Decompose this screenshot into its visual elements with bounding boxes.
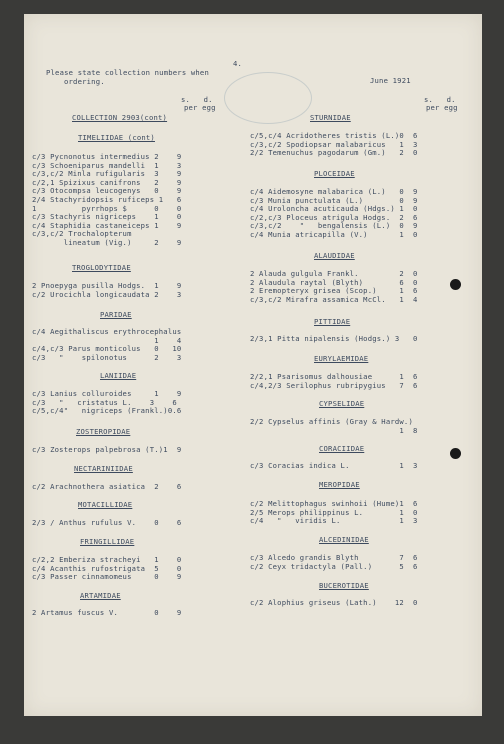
table-row: 1 4: [32, 335, 182, 345]
family-heading: CYPSELIDAE: [319, 399, 365, 408]
family-heading: PITTIDAE: [314, 317, 351, 326]
table-row: c/3 Lanius colluroides 1 9: [32, 389, 182, 398]
table-row: 2 Eremopteryx grisea (Scop.) 1 6: [250, 286, 418, 296]
punch-hole: [450, 448, 461, 459]
table-row: 2/4 Stachyridopsis ruficeps 1 6: [32, 195, 182, 204]
table-row: c/3 " cristatus L. 3 6: [32, 397, 177, 407]
table-row: c/4 Acanthis rufostrigata 5 0: [32, 563, 182, 573]
table-row: 1 pyrrhops $ 0 0: [32, 203, 182, 213]
price-head-left: s. d.: [181, 95, 213, 104]
family-heading: PARIDAE: [100, 310, 132, 319]
table-row: c/4,2/3 Serilophus rubripygius 7 6: [250, 380, 418, 390]
table-row: c/5,c/4" nigriceps (Frankl.)0.6: [32, 406, 182, 416]
table-row: c/3 Munia punctulata (L.) 0 9: [250, 195, 418, 205]
per-egg-left: per egg: [184, 103, 216, 112]
table-row: c/4 Aegithaliscus erythrocephalus: [32, 327, 182, 336]
document-page: [24, 14, 482, 716]
table-row: c/3 Pycnonotus intermedius 2 9: [32, 152, 182, 161]
table-row: c/3,c/2 Trochalopterum: [32, 229, 132, 239]
table-row: 2 Alauda gulgula Frankl. 2 0: [250, 269, 418, 278]
table-row: 2/5 Merops philippinus L. 1 0: [250, 507, 418, 517]
table-row: c/4 Aidemosyne malabarica (L.) 0 9: [250, 187, 418, 196]
table-row: 2/2 Temenuchus pagodarum (Gm.) 2 0: [250, 148, 418, 158]
table-row: c/3 Schoeniparus mandelli 1 3: [32, 160, 182, 170]
table-row: 2/2,1 Psarisomus dalhousiae 1 6: [250, 372, 418, 381]
table-row: c/3 Passer cinnamomeus 0 9: [32, 572, 182, 582]
family-heading: STURNIDAE: [310, 113, 351, 122]
punch-hole: [450, 279, 461, 290]
table-row: c/3,c/2 Mirafra assamica McCl. 1 4: [250, 294, 418, 304]
table-row: c/3 Otocompsa leucogenys 0 9: [32, 186, 182, 196]
family-heading: ZOSTEROPIDAE: [76, 427, 131, 436]
table-row: 2/3 / Anthus rufulus V. 0 6: [32, 518, 182, 527]
table-row: c/4 Staphidia castaneiceps 1 9: [32, 220, 182, 230]
family-heading: LANIIDAE: [100, 371, 137, 380]
table-row: c/2 Alophius griseus (Lath.) 12 0: [250, 598, 418, 607]
table-row: 2 Pnoepyga pusilla Hodgs. 1 9: [32, 281, 182, 290]
table-row: c/3 Stachyris nigriceps 1 0: [32, 212, 182, 222]
family-heading: BUCEROTIDAE: [319, 581, 369, 590]
table-row: c/4 Munia atricapilla (V.) 1 0: [250, 230, 418, 239]
table-row: c/3 Coracias indica L. 1 3: [250, 461, 418, 470]
table-row: 2/2 Cypselus affinis (Gray & Hardw.): [250, 417, 413, 426]
family-heading: NECTARINIIDAE: [74, 464, 133, 473]
family-heading: ALAUDIDAE: [314, 251, 355, 260]
family-heading: MOTACILLIDAE: [78, 500, 133, 509]
family-heading: ALCEDINIDAE: [319, 535, 369, 544]
family-heading: PLOCEIDAE: [314, 169, 355, 178]
family-heading: ARTAMIDAE: [80, 591, 121, 600]
date: June 1921: [370, 76, 411, 85]
price-head-right: s. d.: [424, 95, 456, 104]
table-row: c/2,2 Emberiza stracheyi 1 0: [32, 555, 182, 564]
family-heading: CORACIIDAE: [319, 444, 365, 453]
table-row: c/2 Melittophagus swinhoii (Hume)1 6: [250, 499, 418, 508]
family-heading: TIMELIIDAE (cont): [78, 133, 155, 142]
table-row: c/3,c/2 Minla rufigularis 3 9: [32, 169, 182, 179]
table-row: 1 8: [250, 425, 418, 435]
table-row: c/2,1 Spizixus canifrons 2 9: [32, 177, 182, 187]
table-row: c/2 Arachnothera asiatica 2 6: [32, 482, 182, 491]
ordering-note-2: ordering.: [64, 77, 105, 86]
family-heading: MEROPIDAE: [319, 480, 360, 489]
table-row: c/2 Ceyx tridactyla (Pall.) 5 6: [250, 561, 418, 571]
page-number: 4.: [233, 59, 243, 68]
per-egg-right: per egg: [426, 103, 458, 112]
family-heading: TROGLODYTIDAE: [72, 263, 131, 272]
table-row: c/2,c/3 Ploceus atrigula Hodgs. 2 6: [250, 212, 418, 222]
ordering-note: Please state collection numbers when: [46, 68, 209, 77]
table-row: 2 Artamus fuscus V. 0 9: [32, 608, 182, 617]
table-row: c/4 " viridis L. 1 3: [250, 516, 418, 526]
table-row: c/3,c/2 Spodiopsar malabaricus 1 3: [250, 139, 418, 149]
table-row: c/4,c/3 Parus monticolus 0 10: [32, 344, 182, 354]
table-row: c/3 Alcedo grandis Blyth 7 6: [250, 553, 418, 562]
table-row: c/3 " spilonotus 2 3: [32, 352, 182, 362]
table-row: c/3,c/2 " bengalensis (L.) 0 9: [250, 221, 418, 231]
collection-title: COLLECTION 2903(cont): [72, 113, 168, 122]
family-heading: FRINGILLIDAE: [80, 537, 135, 546]
table-row: c/3 Zosterops palpebrosa (T.)1 9: [32, 445, 182, 454]
table-row: lineatum (Vig.) 2 9: [32, 238, 182, 247]
table-row: c/2 Urocichla longicaudata 2 3: [32, 289, 182, 299]
table-row: 2 Alaudula raytal (Blyth) 6 0: [250, 277, 418, 287]
table-row: c/5,c/4 Acridotheres tristis (L.)0 6: [250, 131, 418, 140]
table-row: 2/3,1 Pitta nipalensis (Hodgs.) 3 0: [250, 334, 418, 343]
faint-stamp: [224, 72, 312, 124]
family-heading: EURYLAEMIDAE: [314, 354, 369, 363]
table-row: c/4 Uroloncha acuticauda (Hdgs.) 1 0: [250, 204, 418, 214]
